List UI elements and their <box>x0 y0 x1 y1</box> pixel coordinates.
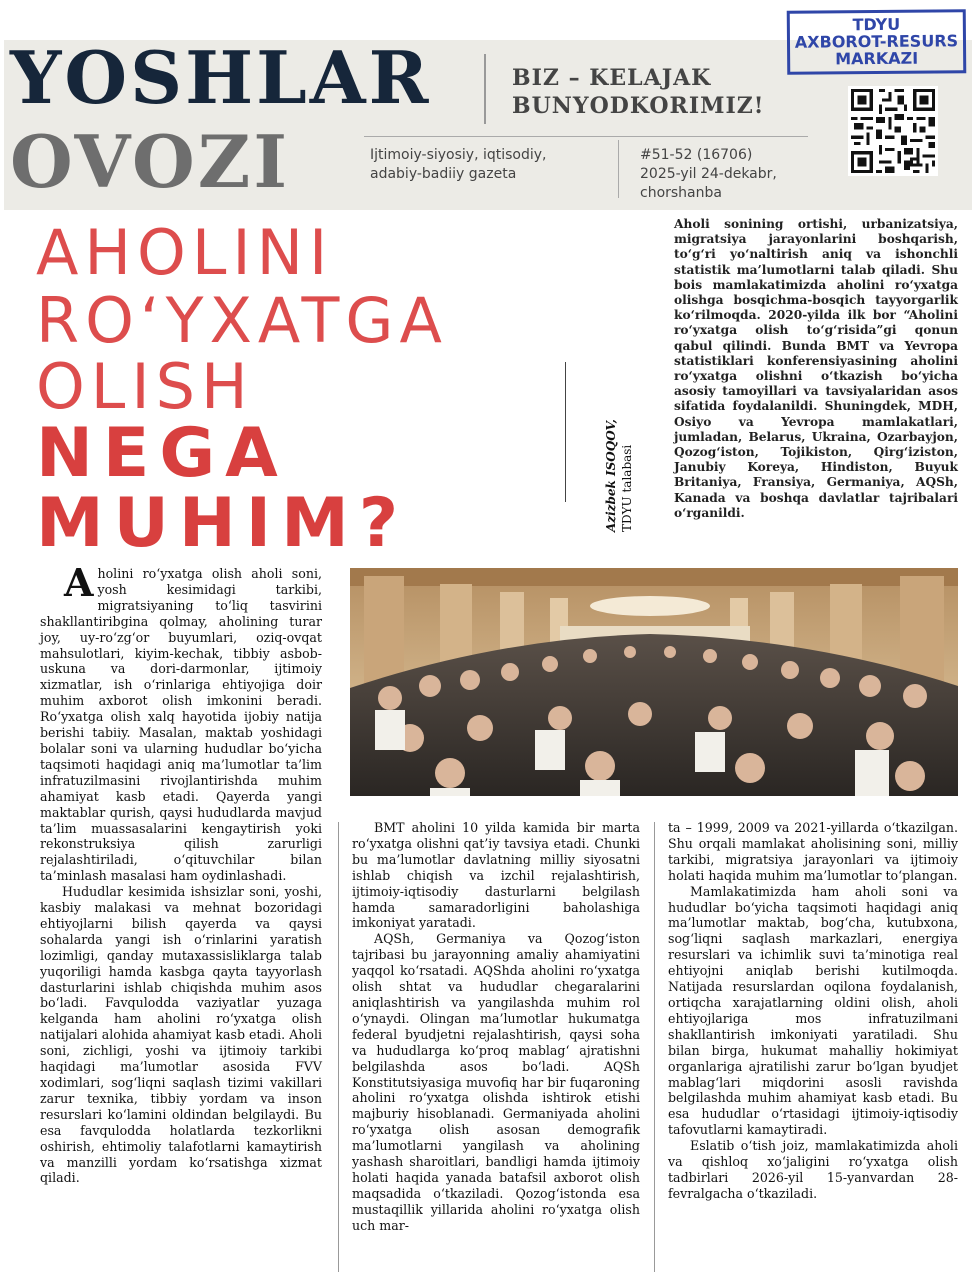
stamp-line1: TDYU <box>852 14 901 35</box>
headline-line4: NEGA <box>36 414 288 493</box>
byline <box>603 419 635 532</box>
paragraph: Mamlakatimizda ham aholi soni va hududlar bo‘yicha taqsimoti haqidagi aniq ma’lumotlar maktab, bog‘cha, kutubxona, sog‘liqni saqlash markazlari, energiya resurslari va ichimlik suvi ta’minotiga real ehtiyojni aniqlab berishi kutilmoqda. Natijada resurslardan oqilona foydalanish, ortiqcha xarajatlarning oldini olish, aholi ehtiyojlariga mos infratuzilmani shakllantirish imkoniyati yaratiladi. Shu bilan birga, hukumat mahalliy hokimiyat organlariga ajratilishi zarur bo‘lgan byudjet mablag‘lari miqdorini asosli ravishda belgilashda muhim ahamiyat kasb etadi. Bu esa hududlar o‘rtasidagi ijtimoiy-iqtisodiy tafovutlarni kamaytiradi. <box>668 883 958 1138</box>
stamp-line3: MARKAZI <box>835 48 919 69</box>
headline-line2: RO‘YXATGA <box>36 284 448 357</box>
divider <box>618 140 619 198</box>
article-column-1 <box>40 560 322 1186</box>
headline-line5: MUHIM? <box>36 484 409 563</box>
headline-line3: OLISH <box>36 350 254 423</box>
paper-type: Ijtimoiy-siyosiy, iqtisodiy, adabiy-badiiy gazeta <box>370 147 547 182</box>
drop-cap: A <box>64 560 94 605</box>
article-column-3 <box>668 820 958 1202</box>
article-column-2 <box>352 820 640 1234</box>
byline-divider <box>565 362 566 502</box>
column-divider <box>654 822 655 1272</box>
divider <box>484 54 486 124</box>
author-role: TDYU talabasi <box>620 444 634 532</box>
paragraph: Hududlar kesimida ishsizlar soni, yoshi, kasbiy malakasi va mehnat bozoridagi ehtiyojlarni bilish qayerda va qaysi sohalarda yangi ish o‘rinlarini yaratish lozimligi, qanday mutaxassisliklarga talab yuqoriligi hamda kasbga qayta tayyorlash dasturlarini ishlab chiqishda muhim asos bo‘ladi. Favqulodda vaziyatlar yuzaga kelganda ham aholini ro‘yxatga olish natijalari alohida ahamiyat kasb etadi. Aholi soni, zichligi, yoshi va ijtimoiy tarkibi haqidagi ma’lumotlar asosida FVV xodimlari, sog‘liqni saqlash tizimi vakillari zarur texnika, tibbiy yordam va inson resurslari ko‘lamini oldindan belgilaydi. Bu esa favqulodda holatlarda tezkorlikni oshirish, ehtimoliy talafotlarni kamaytirish va manzilli yordam ko‘rsatishga xizmat qiladi. <box>40 884 322 1186</box>
library-stamp <box>787 9 967 75</box>
issue-info <box>640 146 800 203</box>
paragraph: AQSh, Germaniya va Qozog‘iston tajribasi bu jarayonning amaliy ahamiyatini yaqqol ko‘rsatadi. AQShda aholini ro‘yxatga olish shtat va hududlar chegaralarini aniqlashtirish va yangilashda muhim rol o‘ynaydi. Olingan ma’lumotlar hukumatga federal byudjetni rejalashtirish, qaysi soha va hududlarga ko‘proq mablag‘ ajratishni belgilashda asos bo‘ladi. AQSh Konstitutsiyasiga muvofiq har bir fuqaroning aholini ro‘yxatga olishda ishtirok etishi majburiy hisoblanadi. Germaniyada aholini ro‘yxatga olish asosan demografik ma’lumotlarni yangilash va aholining yashash sharoitlari, bandligi hamda ijtimoiy holati haqida yanada batafsil axborot olish maqsadida o‘tkaziladi. Qozog‘istonda esa mustaqillik yillarida aholini ro‘yxatga olish uch mar- <box>352 931 640 1233</box>
paragraph: BMT aholini 10 yilda kamida bir marta ro‘yxatga olishni qat’iy tavsiya etadi. Chunki bu ma’lumotlar davlatning milliy siyosatni ishlab chiqish va izchil rejalashtirish, ijtimoiy-iqtisodiy dasturlarni belgilash hamda samaradorligini baholashiga imkoniyat yaratadi. <box>352 820 640 931</box>
paragraph: Eslatib o‘tish joiz, mamlakatimizda aholi va qishloq xo‘jaligini ro‘yxatga olish tadbirlari 2026-yil 15-yanvardan 28-fevralgacha o‘tkaziladi. <box>668 1138 958 1201</box>
divider <box>364 136 808 137</box>
column-divider <box>338 822 339 1272</box>
newspaper-title-line2: OVOZI <box>10 119 291 204</box>
paragraph <box>40 560 322 884</box>
stamp-line2: AXBOROT-RESURS <box>794 31 959 52</box>
slogan: BIZ – KELAJAK BUNYODKORIMIZ! <box>512 65 765 119</box>
headline-line1: AHOLINI <box>36 216 334 289</box>
newspaper-title-line1: YOSHLAR <box>10 35 432 120</box>
paragraph-text: holini ro‘yxatga olish aholi soni, yosh kesimidagi tarkibi, migratsiyaning to‘liq tasvirini shakllantiribgina qolmay, aholining turar joy, uy-ro‘zg‘or buyumlari, oziq-ovqat mahsulotlari, kiyim-kechak, tibbiy asbob-uskuna va dori-darmonlar, ijtimoiy xizmatlar, ish o‘rinlariga ehtiyojiga doir muhim axborot olish imkonini beradi. Ro‘yxatga olish xalq hayotida ijobiy natija berishi tabiiy. Masalan, maktab yoshidagi bolalar soni va ularning hududlar bo‘yicha taqsimoti haqidagi aniq ma’lumotlar ta’lim infratuzilmasini rivojlantirishda muhim ahamiyat kasb etadi. Qayerda yangi maktablar qurish, qaysi hududlarda mavjud ta’lim muassasalarini kengaytirish yoki rekonstruksiya qilish zarurligi rejalashtiriladi, o‘qituvchilar bilan ta’minlash masalasi ham oydinlashadi. <box>40 566 322 884</box>
paragraph: ta – 1999, 2009 va 2021-yillarda o‘tkazilgan. Shu orqali mamlakat aholisining soni, milliy tarkibi, migratsiya jarayonlari va ijtimoiy holati haqida muhim ma’lumotlar to‘plangan. <box>668 820 958 883</box>
qr-code-icon <box>848 86 938 176</box>
issue-number: #51-52 (16706) <box>640 147 753 163</box>
issue-day: chorshanba <box>640 185 722 201</box>
issue-date: 2025-yil 24-dekabr, <box>640 166 777 182</box>
crowd-photo <box>350 568 958 796</box>
author-name: Azizbek ISOQOV, <box>604 419 618 532</box>
article-lead: Aholi sonining ortishi, urbanizatsiya, migratsiya jarayonlarini boshqarish, to‘g‘ri yo‘naltirish aniq va ishonchli statistik ma’lumotlarni talab qiladi. Shu bois mamlakatimizda aholini ro‘yxatga olishga bosqichma-bosqich tayyorgarlik ko‘rilmoqda. 2020-yilda ilk bor “Aholini ro‘yxatga olish to‘g‘risida”gi qonun qabul qilindi. Bunda BMT va Yevropa statistiklari konferensiyasining aholini ro‘yxatga olishni o‘tkazish bo‘yicha asosiy tamoyillari va tavsiyalaridan asos sifatida foydalanildi. Shuningdek, MDH, Osiyo va Yevropa mamlakatlari, jumladan, Belarus, Ukraina, Ozarbayjon, Qozog‘iston, Tojikiston, Qirg‘iziston, Janubiy Koreya, Hindiston, Buyuk Britaniya, Fransiya, Germaniya, AQSh, Kanada va boshqa davlatlar tajribalari o‘rganildi. <box>674 217 958 520</box>
